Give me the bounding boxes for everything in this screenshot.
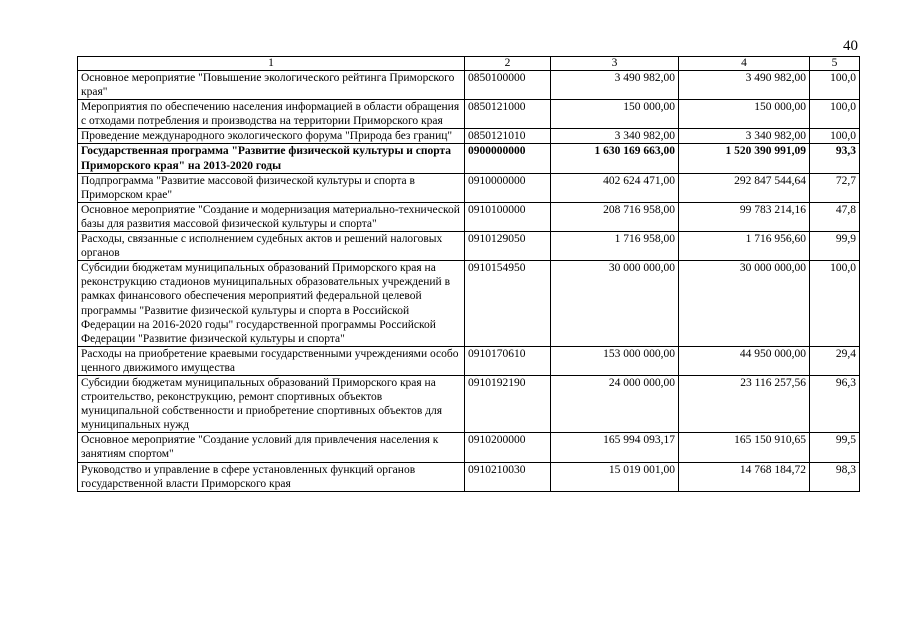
row-planned: 15 019 001,00 [551, 462, 679, 491]
table-row [78, 462, 860, 491]
row-code: 0910210030 [465, 462, 551, 491]
row-code: 0910192190 [465, 375, 551, 432]
row-planned: 208 716 958,00 [551, 202, 679, 231]
row-name: Мероприятия по обеспечению населения информацией в области обращения с отходами потребления и производства на территории Приморского края [78, 100, 465, 129]
row-percent: 93,3 [810, 144, 860, 173]
row-percent: 100,0 [810, 100, 860, 129]
row-name: Расходы, связанные с исполнением судебных актов и решений налоговых органов [78, 232, 465, 261]
row-percent: 72,7 [810, 173, 860, 202]
row-planned: 3 490 982,00 [551, 71, 679, 100]
table-row [78, 433, 860, 462]
row-planned: 402 624 471,00 [551, 173, 679, 202]
row-name: Субсидии бюджетам муниципальных образований Приморского края на строительство, реконструкцию, ремонт спортивных объектов муниципальной собственности и приобретение спортивных объектов для муниципальных нужд [78, 375, 465, 432]
table-row-program [78, 144, 860, 173]
header-col-2: 2 [465, 57, 551, 71]
row-actual: 1 716 956,60 [679, 232, 810, 261]
table-row [78, 129, 860, 144]
row-name: Расходы на приобретение краевыми государственными учреждениями особо ценного движимого имущества [78, 346, 465, 375]
row-percent: 100,0 [810, 261, 860, 347]
table-row [78, 232, 860, 261]
header-col-3: 3 [551, 57, 679, 71]
row-percent: 100,0 [810, 129, 860, 144]
table-row [78, 71, 860, 100]
row-name: Подпрограмма "Развитие массовой физической культуры и спорта в Приморском крае" [78, 173, 465, 202]
row-code: 0900000000 [465, 144, 551, 173]
header-col-4: 4 [679, 57, 810, 71]
row-name: Основное мероприятие "Создание условий для привлечения населения к занятиям спортом" [78, 433, 465, 462]
row-actual: 150 000,00 [679, 100, 810, 129]
row-actual: 3 490 982,00 [679, 71, 810, 100]
row-percent: 100,0 [810, 71, 860, 100]
header-col-1: 1 [78, 57, 465, 71]
row-code: 0910129050 [465, 232, 551, 261]
row-planned: 1 630 169 663,00 [551, 144, 679, 173]
row-code: 0910154950 [465, 261, 551, 347]
row-name: Субсидии бюджетам муниципальных образований Приморского края на реконструкцию стадионов муниципальных образовательных учреждений в рамках финансового обеспечения мероприятий федеральной целевой программы "Развитие физической культуры и спорта в Российской Федерации на 2016-2020 годы" государственной программы Российской Федерации "Развитие физической культуры и спорта" [78, 261, 465, 347]
table-header-row [78, 57, 860, 71]
row-code: 0850121000 [465, 100, 551, 129]
row-percent: 98,3 [810, 462, 860, 491]
row-actual: 292 847 544,64 [679, 173, 810, 202]
row-code: 0910000000 [465, 173, 551, 202]
table-row [78, 261, 860, 347]
row-name: Основное мероприятие "Повышение экологического рейтинга Приморского края" [78, 71, 465, 100]
row-planned: 153 000 000,00 [551, 346, 679, 375]
budget-table [77, 56, 860, 492]
page-number: 40 [843, 38, 858, 54]
row-code: 0850121010 [465, 129, 551, 144]
row-name: Руководство и управление в сфере установленных функций органов государственной власти Приморского края [78, 462, 465, 491]
row-planned: 30 000 000,00 [551, 261, 679, 347]
row-percent: 99,5 [810, 433, 860, 462]
row-actual: 14 768 184,72 [679, 462, 810, 491]
row-actual: 44 950 000,00 [679, 346, 810, 375]
table-row [78, 173, 860, 202]
row-percent: 96,3 [810, 375, 860, 432]
row-name: Проведение международного экологического форума "Природа без границ" [78, 129, 465, 144]
row-actual: 1 520 390 991,09 [679, 144, 810, 173]
table-row [78, 346, 860, 375]
row-name: Основное мероприятие "Создание и модернизация материально-технической базы для развития массовой физической культуры и спорта" [78, 202, 465, 231]
row-actual: 3 340 982,00 [679, 129, 810, 144]
row-code: 0910100000 [465, 202, 551, 231]
row-actual: 23 116 257,56 [679, 375, 810, 432]
row-planned: 1 716 958,00 [551, 232, 679, 261]
table-row [78, 375, 860, 432]
table-row [78, 202, 860, 231]
row-planned: 165 994 093,17 [551, 433, 679, 462]
row-percent: 47,8 [810, 202, 860, 231]
row-code: 0850100000 [465, 71, 551, 100]
table-row [78, 100, 860, 129]
header-col-5: 5 [810, 57, 860, 71]
row-planned: 150 000,00 [551, 100, 679, 129]
row-actual: 165 150 910,65 [679, 433, 810, 462]
row-name: Государственная программа "Развитие физической культуры и спорта Приморского края" на 2013-2020 годы [78, 144, 465, 173]
row-percent: 99,9 [810, 232, 860, 261]
row-percent: 29,4 [810, 346, 860, 375]
row-code: 0910200000 [465, 433, 551, 462]
row-planned: 24 000 000,00 [551, 375, 679, 432]
row-planned: 3 340 982,00 [551, 129, 679, 144]
row-actual: 99 783 214,16 [679, 202, 810, 231]
row-actual: 30 000 000,00 [679, 261, 810, 347]
row-code: 0910170610 [465, 346, 551, 375]
